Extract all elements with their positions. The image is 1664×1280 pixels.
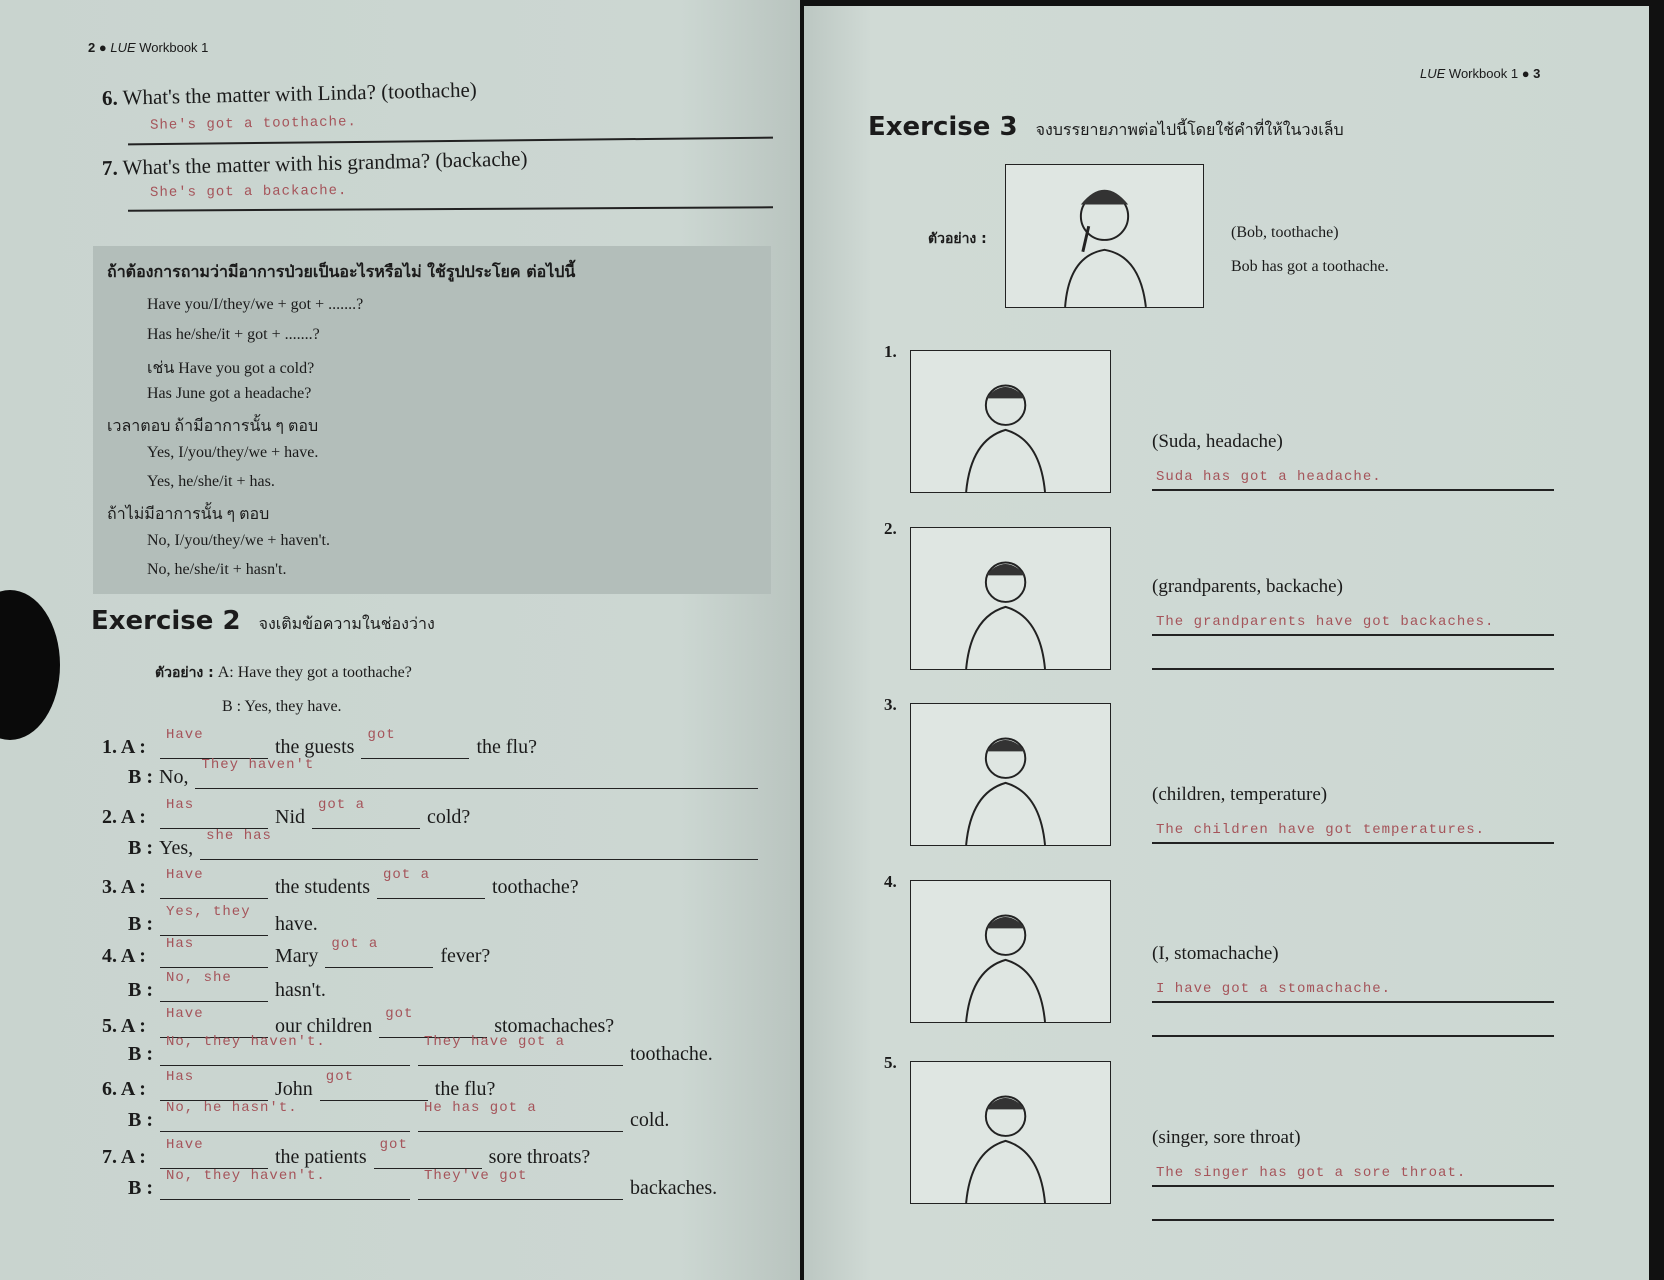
item-number: 3.: [884, 695, 897, 714]
handwritten-answer: got a: [331, 936, 379, 952]
page-number: 2: [88, 40, 96, 55]
item-illustration: [910, 350, 1111, 493]
handwritten-answer: Have: [166, 867, 204, 883]
item-illustration: [910, 880, 1111, 1023]
answer-blank[interactable]: [160, 1137, 268, 1169]
handwritten-answer: Has: [166, 936, 195, 952]
answer-line: [1152, 489, 1554, 491]
singer-sore-throat-drawing: [911, 1062, 1110, 1203]
row-label: 6. A :: [102, 1078, 146, 1100]
boy-toothache-drawing: [1006, 165, 1203, 307]
row-label: B :: [128, 913, 153, 935]
row-label: B :: [128, 1177, 153, 1199]
grammar-box: [93, 246, 771, 594]
example-answer: Bob has got a toothache.: [1231, 258, 1389, 275]
handwritten-answer: she has: [206, 828, 272, 844]
answer-blank[interactable]: [160, 1034, 410, 1066]
answer-blank[interactable]: [160, 797, 268, 829]
row-text: the flu?: [476, 736, 537, 758]
question-number: 6.: [101, 85, 119, 110]
row-label: B :: [128, 1109, 153, 1131]
answer-line: [1152, 634, 1554, 636]
item-answer[interactable]: Suda has got a headache.: [1156, 469, 1382, 485]
row-label: 3. A :: [102, 876, 146, 898]
item-illustration: [910, 527, 1111, 670]
row-label: B :: [128, 979, 153, 1001]
left-page: [0, 0, 800, 1280]
exercise-row: [102, 1100, 762, 1132]
handwritten-answer: Have: [166, 727, 204, 743]
row-text: Yes,: [159, 837, 194, 859]
grammar-line: เวลาตอบ ถ้ามีอาการนั้น ๆ ตอบ: [107, 418, 319, 435]
row-text: the guests: [275, 736, 355, 758]
example-illustration: [1005, 164, 1204, 308]
row-text: cold?: [427, 806, 471, 828]
exercise-row: [102, 757, 762, 789]
answer-blank[interactable]: [320, 1069, 428, 1101]
example-cue: (Bob, toothache): [1231, 224, 1339, 241]
answer-blank[interactable]: [325, 936, 433, 968]
exercise-title: Exercise 3: [868, 112, 1018, 142]
exercise-row: [102, 1034, 762, 1066]
handwritten-answer: Have: [166, 1006, 204, 1022]
handwritten-answer: got: [379, 1137, 408, 1153]
answer-line: [1152, 1185, 1554, 1187]
exercise-instruction: จงบรรยายภาพต่อไปนี้โดยใช้คำที่ให้ในวงเล็บ: [1035, 120, 1344, 139]
answer-blank[interactable]: [160, 727, 268, 759]
handwritten-answer: No, he hasn't.: [166, 1100, 298, 1116]
exercise-row: [102, 970, 762, 1002]
handwritten-answer: No, they haven't.: [166, 1034, 326, 1050]
row-text: fever?: [440, 945, 491, 967]
item-cue: (singer, sore throat): [1152, 1127, 1301, 1148]
question-number: 7.: [101, 155, 119, 180]
row-label: 2. A :: [102, 806, 146, 828]
exercise-row: [102, 904, 762, 936]
answer-line: [1152, 1219, 1554, 1221]
row-label: B :: [128, 1043, 153, 1065]
book-title: Workbook 1: [139, 40, 209, 55]
answer-blank[interactable]: [160, 1100, 410, 1132]
row-text: hasn't.: [275, 979, 326, 1001]
exercise-row: [102, 1168, 762, 1200]
right-page: [804, 6, 1649, 1280]
row-text: sore throats?: [488, 1146, 591, 1168]
book-title: Workbook 1: [1448, 66, 1519, 81]
example-b: B : Yes, they have.: [222, 698, 342, 715]
handwritten-answer: got a: [383, 867, 431, 883]
row-label: 1. A :: [102, 736, 146, 758]
answer-blank[interactable]: [361, 727, 469, 759]
grammar-line: Has June got a headache?: [147, 385, 312, 402]
answer-blank[interactable]: [160, 904, 268, 936]
item-number: 4.: [884, 872, 897, 891]
answer-line: [128, 137, 773, 145]
item-cue: (grandparents, backache): [1152, 576, 1343, 597]
series-name: LUE: [1420, 66, 1446, 81]
bullet: ●: [98, 40, 107, 55]
handwritten-answer: He has got a: [424, 1100, 537, 1116]
answer-blank[interactable]: [374, 1137, 482, 1169]
grammar-line: No, he/she/it + hasn't.: [147, 561, 287, 578]
example-label: ตัวอย่าง :: [928, 231, 987, 247]
answer-line: [1152, 1035, 1554, 1037]
grammar-line: Yes, he/she/it + has.: [147, 473, 275, 490]
row-text: Mary: [275, 945, 319, 967]
row-label: B :: [128, 766, 153, 788]
question-text: What's the matter with his grandma? (backache): [122, 146, 528, 180]
item-answer[interactable]: The singer has got a sore throat.: [1156, 1165, 1467, 1181]
exercise-2-heading: [91, 606, 435, 637]
handwritten-answer: They haven't: [201, 757, 315, 773]
grammar-line: Have you/I/they/we + got + .......?: [147, 296, 364, 313]
example-a: [155, 662, 412, 684]
page-header-right: [1420, 66, 1540, 81]
answer-line: [128, 206, 773, 211]
item-number: 5.: [884, 1053, 897, 1072]
girl-headache-drawing: [911, 351, 1110, 492]
handwritten-answer: got: [367, 727, 396, 743]
answer-7[interactable]: She's got a backache.: [149, 182, 348, 202]
grammar-line: เช่น Have you got a cold?: [147, 360, 315, 377]
handwritten-answer: No, she: [166, 970, 232, 986]
handwritten-answer: Yes, they: [166, 904, 251, 920]
handwritten-answer: Have: [166, 1137, 204, 1153]
exercise-3-heading: [868, 112, 1344, 143]
answer-blank[interactable]: [160, 936, 268, 968]
item-illustration: [910, 703, 1111, 846]
item-illustration: [910, 1061, 1111, 1204]
exercise-row: [102, 1137, 762, 1169]
item-answer[interactable]: I have got a stomachache.: [1156, 981, 1392, 997]
question-7: [102, 146, 528, 181]
handwritten-answer: Has: [166, 797, 195, 813]
exercise-instruction: จงเติมข้อความในช่องว่าง: [258, 614, 435, 633]
binder-hole: [0, 590, 60, 740]
page-header-left: [88, 40, 208, 55]
answer-6[interactable]: She's got a toothache.: [149, 114, 357, 134]
example-label: ตัวอย่าง :: [155, 665, 214, 681]
answer-line: [1152, 1001, 1554, 1003]
row-text: cold.: [630, 1109, 670, 1131]
exercise-row: [102, 727, 762, 759]
exercise-row: [102, 828, 762, 860]
exercise-row: [102, 867, 762, 899]
item-cue: (I, stomachache): [1152, 943, 1279, 964]
answer-blank[interactable]: [418, 1168, 623, 1200]
row-text: No,: [159, 766, 189, 788]
exercise-title: Exercise 2: [91, 606, 241, 636]
question-text: What's the matter with Linda? (toothache): [122, 77, 478, 110]
exercise-row: [102, 1069, 762, 1101]
handwritten-answer: got: [325, 1069, 355, 1085]
row-text: Nid: [275, 806, 305, 828]
row-label: B :: [128, 837, 153, 859]
grandparents-backache-drawing: [911, 528, 1110, 669]
answer-blank[interactable]: [418, 1034, 623, 1066]
answer-line: [1152, 842, 1554, 844]
grammar-line: Has he/she/it + got + .......?: [147, 326, 320, 343]
item-cue: (Suda, headache): [1152, 431, 1283, 452]
answer-blank[interactable]: [160, 970, 268, 1002]
item-number: 2.: [884, 519, 897, 538]
answer-blank[interactable]: [160, 1168, 410, 1200]
row-text: the patients: [275, 1146, 367, 1168]
row-text: toothache.: [630, 1043, 713, 1065]
handwritten-answer: They've got: [424, 1168, 528, 1184]
handwritten-answer: got a: [318, 797, 366, 813]
answer-blank[interactable]: [200, 828, 758, 860]
row-label: 5. A :: [102, 1015, 146, 1037]
item-cue: (children, temperature): [1152, 784, 1328, 805]
answer-blank[interactable]: [195, 757, 758, 789]
grammar-line: No, I/you/they/we + haven't.: [147, 532, 330, 549]
row-text: stomachaches?: [494, 1015, 615, 1037]
handwritten-answer: They have got a: [424, 1034, 566, 1050]
row-text: the students: [275, 876, 370, 898]
handwritten-answer: No, they haven't.: [166, 1168, 326, 1184]
question-6: [102, 77, 477, 110]
handwritten-answer: Has: [166, 1069, 195, 1085]
item-answer[interactable]: The grandparents have got backaches.: [1156, 614, 1495, 630]
item-answer[interactable]: The children have got temperatures.: [1156, 822, 1486, 838]
item-number: 1.: [884, 342, 897, 361]
answer-line: [1152, 668, 1554, 670]
page-number: 3: [1533, 66, 1541, 81]
boy-stomachache-drawing: [911, 881, 1110, 1022]
exercise-row: [102, 797, 762, 829]
row-text: John: [275, 1078, 313, 1100]
example-a-text: A: Have they got a toothache?: [217, 664, 412, 681]
row-text: toothache?: [492, 876, 579, 898]
answer-blank[interactable]: [418, 1100, 623, 1132]
grammar-line: ถ้าไม่มีอาการนั้น ๆ ตอบ: [107, 506, 270, 523]
row-text: our children: [275, 1015, 373, 1037]
answer-blank[interactable]: [377, 867, 485, 899]
row-label: 4. A :: [102, 945, 146, 967]
row-text: backaches.: [630, 1177, 718, 1199]
children-temperature-drawing: [911, 704, 1110, 845]
series-name: LUE: [110, 40, 136, 55]
grammar-heading: ถ้าต้องการถามว่ามีอาการป่วยเป็นอะไรหรือไม่ ใช้รูปประโยค ต่อไปนี้: [107, 262, 576, 281]
row-label: 7. A :: [102, 1146, 146, 1168]
bullet: ●: [1521, 66, 1530, 81]
answer-blank[interactable]: [312, 797, 420, 829]
answer-blank[interactable]: [160, 1069, 268, 1101]
row-text: the flu?: [434, 1078, 496, 1100]
handwritten-answer: got: [385, 1006, 414, 1022]
row-text: have.: [275, 913, 318, 935]
grammar-line: Yes, I/you/they/we + have.: [147, 444, 319, 461]
exercise-row: [102, 936, 762, 968]
answer-blank[interactable]: [160, 867, 268, 899]
